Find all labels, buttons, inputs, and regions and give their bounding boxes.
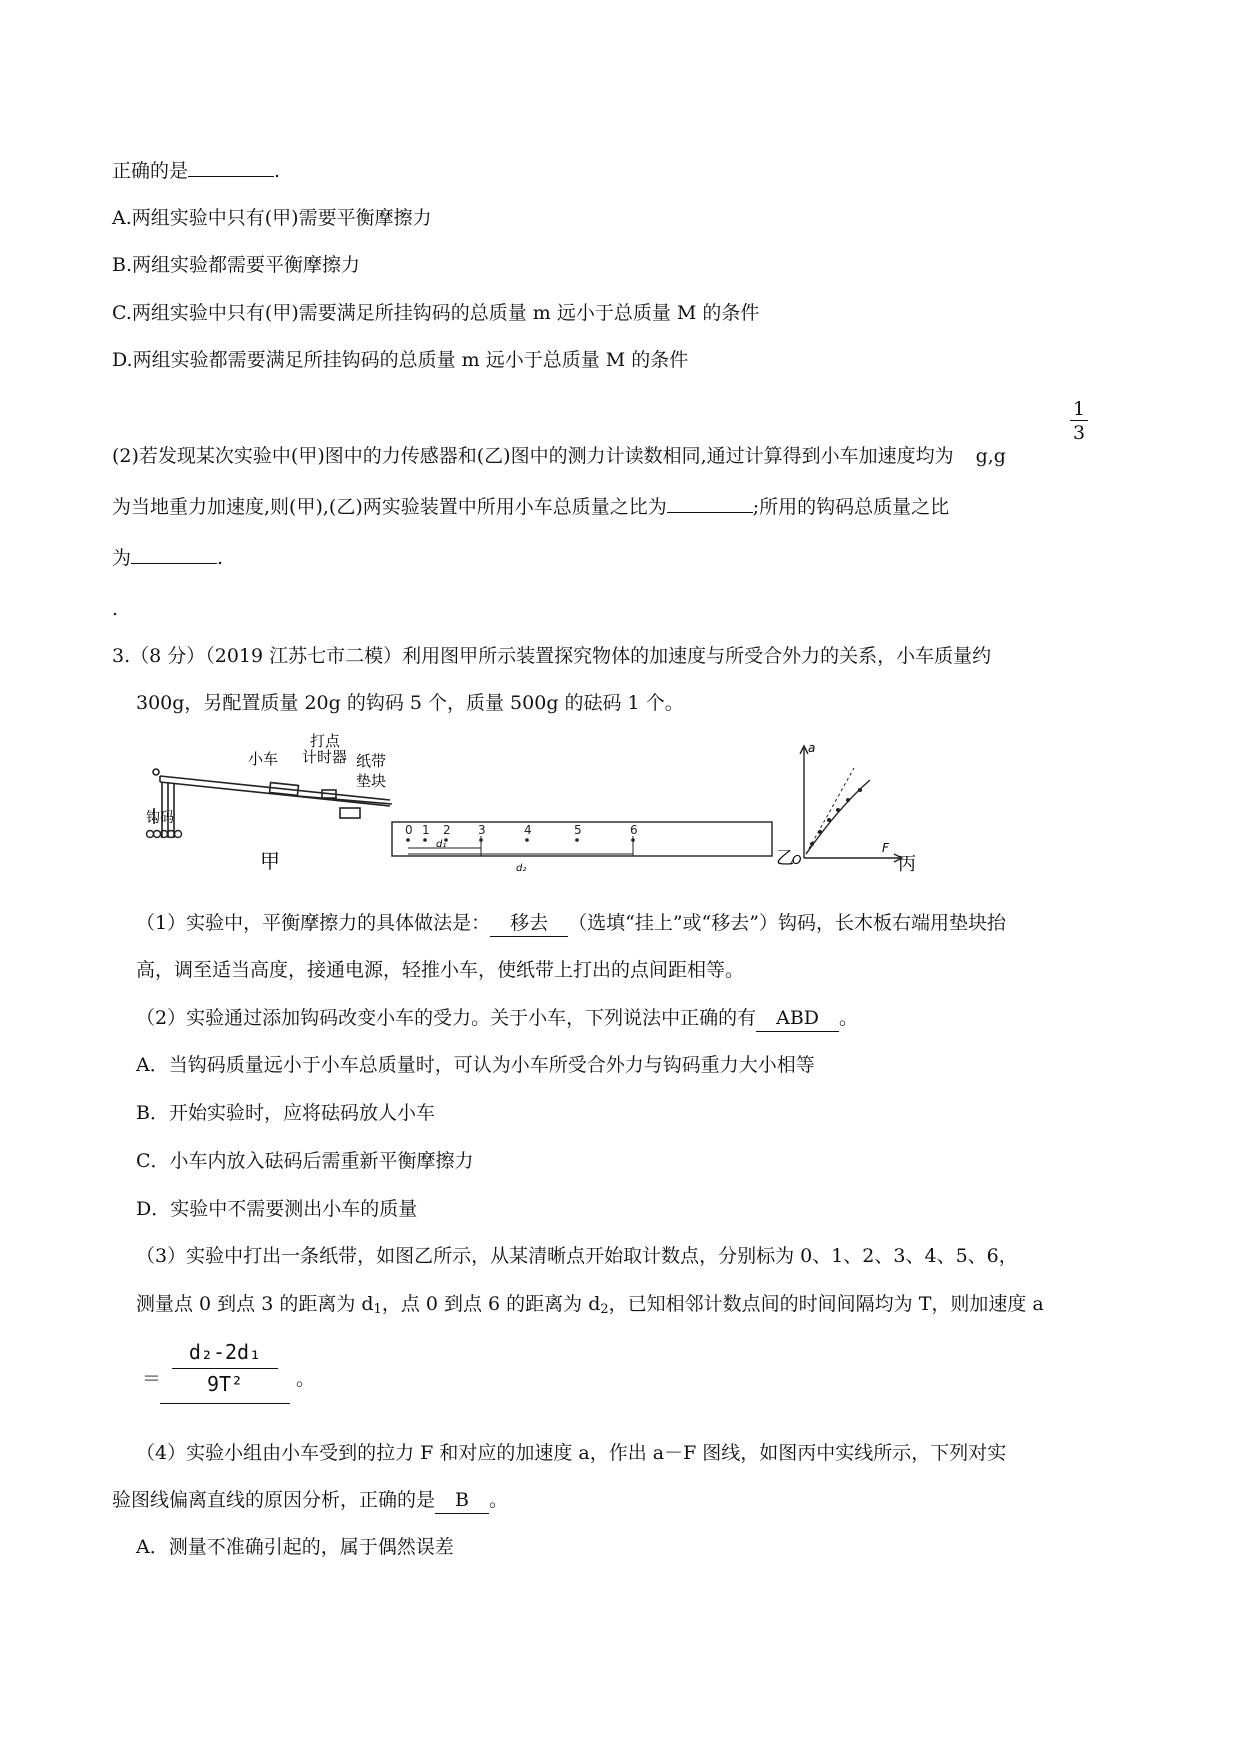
- tick-1: 1: [422, 823, 430, 837]
- fig-bing-label: 丙: [898, 854, 916, 875]
- hanging-weights: [147, 831, 182, 838]
- q2-option-a: A.两组实验中只有(甲)需要平衡摩擦力: [112, 207, 432, 229]
- q3-part4-line1: （4）实验小组由小车受到的拉力 F 和对应的加速度 a，作出 a－F 图线，如图丙中实线所示，下列对实: [136, 1442, 1007, 1464]
- origin-label: O: [792, 853, 802, 867]
- q2-part2-line1: (2)若发现某次实验中(甲)图中的力传感器和(乙)图中的测力计读数相同,通过计算得到小车加速度均为 g,g: [112, 445, 1006, 467]
- tape-label: 纸带: [356, 752, 387, 770]
- af-dashed-line: [806, 768, 854, 854]
- answer-blank[interactable]: [667, 494, 753, 513]
- weights-label: 钩码: [146, 810, 174, 826]
- q2-option-b: B.两组实验都需要平衡摩擦力: [112, 254, 361, 276]
- q2-option-d: D.两组实验都需要满足所挂钩码的总质量 m 远小于总质量 M 的条件: [112, 349, 689, 371]
- stray-dot: .: [112, 598, 119, 620]
- answer-p2[interactable]: ABD: [756, 1005, 839, 1032]
- block-label: 垫块: [356, 772, 387, 790]
- q3-header-2: 300g，另配置质量 20g 的钩码 5 个，质量 500g 的砝码 1 个。: [136, 692, 684, 714]
- axis-a-label: a: [808, 741, 816, 755]
- axis-f-label: F: [882, 841, 889, 855]
- car-label: 小车: [248, 750, 279, 768]
- timer-label-1: 打点: [310, 732, 341, 750]
- fig-jia-label: 甲: [260, 849, 280, 873]
- q3-p2-option-b: B．开始实验时，应将砝码放人小车: [136, 1102, 435, 1124]
- q3-part1-line1: （1）实验中，平衡摩擦力的具体做法是： 移去 （选填“挂上”或“移去”）钩码，长木板右端用垫块抬: [136, 910, 1006, 937]
- q3-part3-line1: （3）实验中打出一条纸带，如图乙所示，从某清晰点开始取计数点，分别标为 0、1、2、3、4、5、6，: [136, 1245, 1018, 1267]
- q3-eq-sign: ＝: [142, 1368, 162, 1390]
- q3-part1-line2: 高，调至适当高度，接通电源，轻推小车，使纸带上打出的点间距相等。: [136, 959, 745, 981]
- d1-label: d₁: [436, 839, 447, 850]
- q3-part2-line: （2）实验通过添加钩码改变小车的受力。关于小车，下列说法中正确的有 ABD 。: [136, 1005, 858, 1032]
- tick-5: 5: [574, 823, 582, 837]
- answer-blank[interactable]: [131, 545, 217, 564]
- tick-4: 4: [524, 823, 532, 837]
- fig-yi-label: 乙: [776, 848, 794, 869]
- fraction-one-third: $\frac{1}{3}$: [1070, 398, 1088, 445]
- answer-blank[interactable]: [188, 158, 274, 177]
- q3-header: 3.（8 分）（2019 江苏七市二模）利用图甲所示装置探究物体的加速度与所受合外力的关系，小车质量约: [112, 645, 992, 667]
- q2-part2-line2: 为当地重力加速度,则(甲),(乙)两实验装置中所用小车总质量之比为 ;所用的钩码总质量之比: [112, 496, 950, 518]
- tick-2: 2: [443, 823, 451, 837]
- q3-p2-option-d: D．实验中不需要测出小车的质量: [136, 1198, 418, 1220]
- answer-p4[interactable]: B: [435, 1487, 489, 1514]
- q2-part2-line3: 为 .: [112, 547, 224, 569]
- tape-tick-labels: [405, 823, 638, 837]
- q3-part4-line2: 验图线偏离直线的原因分析，正确的是 B 。: [112, 1487, 508, 1514]
- acceleration-formula[interactable]: d₂-2d₁ 9T²: [160, 1338, 290, 1404]
- tick-0: 0: [405, 823, 413, 837]
- d2-label: d₂: [516, 863, 527, 874]
- timer-label-2: 计时器: [302, 748, 348, 766]
- tick-6: 6: [630, 823, 638, 837]
- q3-part3-line2: 测量点 0 到点 3 的距离为 $d_1$，点 0 到点 6 的距离为 $d_2$，已知相邻计数点间的时间间隔均为 T，则加速度 a: [136, 1293, 1044, 1317]
- answer-p1[interactable]: 移去: [490, 910, 568, 937]
- q2-option-c: C.两组实验中只有(甲)需要满足所挂钩码的总质量 m 远小于总质量 M 的条件: [112, 302, 760, 324]
- q3-part3-end: 。: [296, 1368, 316, 1390]
- q3-p2-option-c: C．小车内放入砝码后需重新平衡摩擦力: [136, 1150, 474, 1172]
- q3-p2-option-a: A．当钩码质量远小于小车总质量时，可认为小车所受合外力与钩码重力大小相等: [136, 1054, 815, 1076]
- experiment-figures: [140, 728, 920, 878]
- tick-3: 3: [478, 823, 486, 837]
- q2-answer-line: 正确的是 .: [112, 160, 281, 182]
- q3-p4-option-a: A．测量不准确引起的，属于偶然误差: [136, 1536, 454, 1558]
